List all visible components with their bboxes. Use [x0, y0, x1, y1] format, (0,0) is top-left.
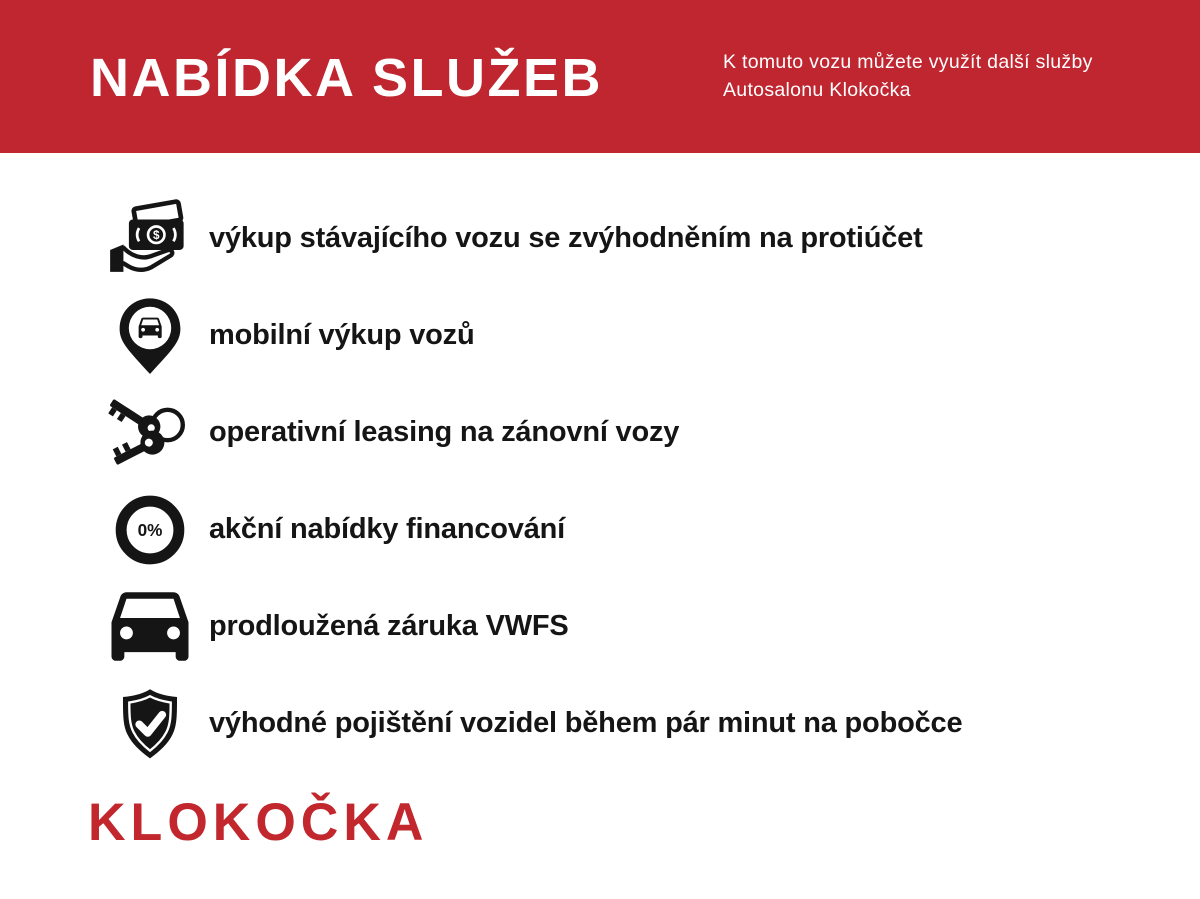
list-item [105, 190, 1160, 287]
svg-text:$: $ [152, 228, 160, 242]
service-label: mobilní výkup vozů [209, 319, 475, 351]
header-note-line2: Autosalonu Klokočka [723, 79, 911, 101]
service-label: výkup stávajícího vozu se zvýhodněním na protiúčet [209, 222, 923, 254]
service-list [105, 190, 1160, 772]
header-note-line1: K tomuto vozu můžete využít další služby [723, 51, 1093, 73]
shield-check-icon [105, 679, 195, 769]
service-label: akční nabídky financování [209, 513, 565, 545]
list-item [105, 578, 1160, 675]
cash-in-hand-icon [105, 194, 195, 284]
zero-percent-icon [105, 485, 195, 575]
map-pin-car-icon [105, 291, 195, 381]
header-note [723, 48, 1093, 104]
list-item [105, 287, 1160, 384]
list-item [105, 675, 1160, 772]
klokocka-logo: KLOKOČKA [88, 793, 429, 853]
service-label: prodloužená záruka VWFS [209, 610, 569, 642]
keys-icon [105, 388, 195, 478]
service-label: výhodné pojištění vozidel během pár minut na pobočce [209, 707, 963, 739]
list-item [105, 384, 1160, 481]
header-band [0, 0, 1200, 153]
list-item [105, 481, 1160, 578]
service-label: operativní leasing na zánovní vozy [209, 416, 680, 448]
page-title: NABÍDKA SLUŽEB [90, 48, 603, 108]
car-front-icon [105, 582, 195, 672]
zero-percent-label: 0% [137, 519, 163, 540]
